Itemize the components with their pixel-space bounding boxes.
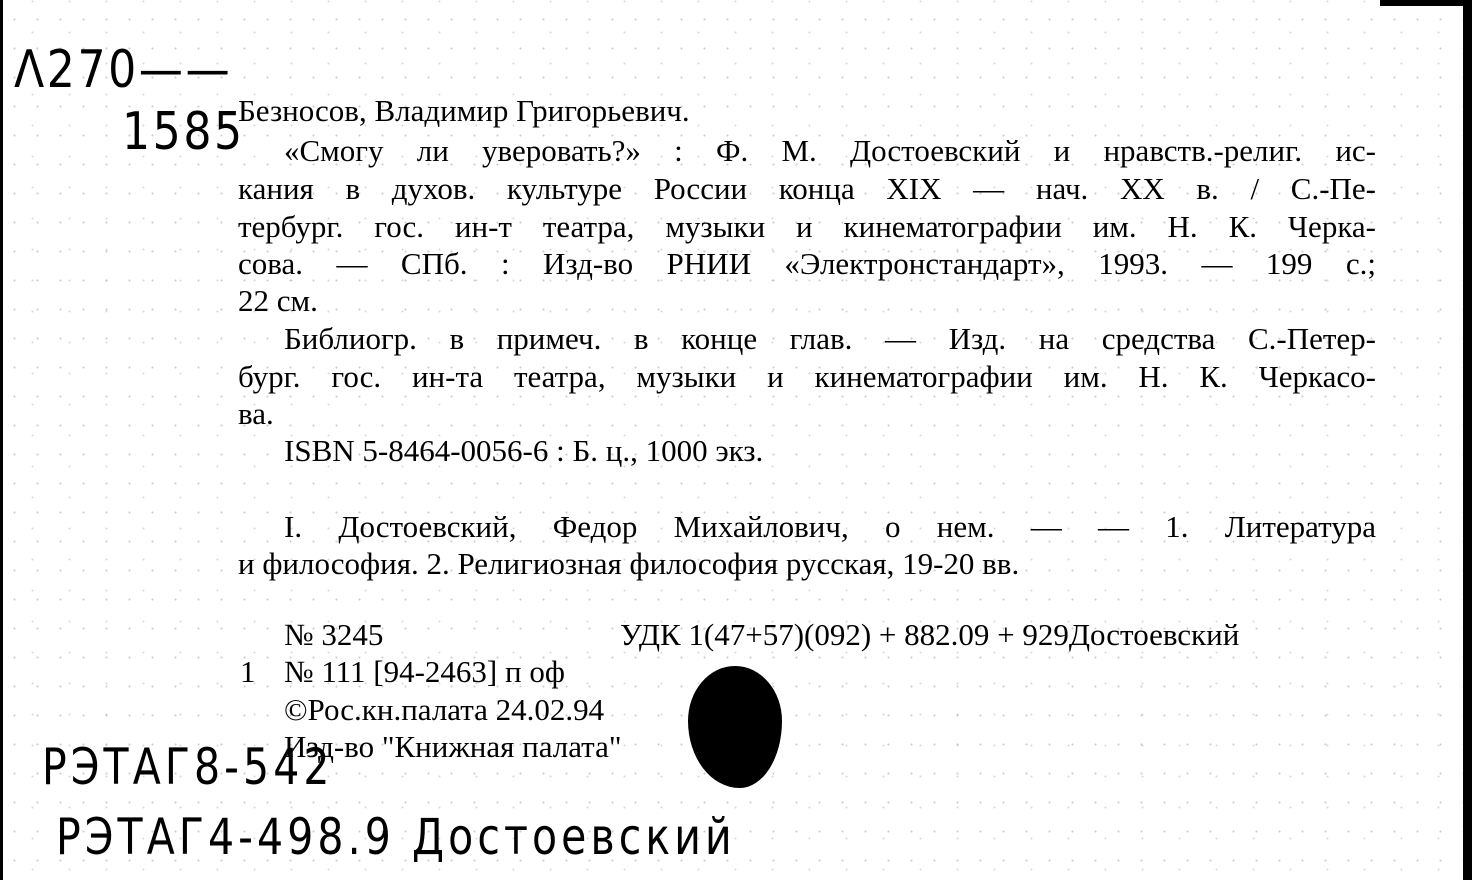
author-heading: Безносов, Владимир Григорьевич.: [238, 93, 690, 128]
isbn-line: ISBN 5-8464-0056-6 : Б. ц., 1000 экз.: [284, 433, 764, 468]
card-right-edge: [1463, 0, 1472, 880]
udc-classification: УДК 1(47+57)(092) + 882.09 + 929Достоевский: [620, 617, 1240, 652]
handwritten-call-number-top: Λ270——: [14, 40, 233, 100]
title-line-4: сова. — СПб. : Изд-во РНИИ «Электронстандарт», 1993. — 199 с.;: [238, 246, 1376, 281]
title-line-3: тербург. гос. ин-т театра, музыки и кинематографии им. Н. К. Черка-: [238, 209, 1376, 244]
card-top-edge: [1380, 0, 1472, 6]
title-line-5: 22 см.: [238, 283, 318, 318]
publisher-line: Изд-во "Книжная палата": [284, 729, 622, 764]
handwritten-shelf-mark-1: РЭТАГ8-542: [42, 738, 334, 796]
notes-line-3: ва.: [238, 396, 274, 431]
notes-line-1: Библиогр. в примеч. в конце глав. — Изд. на средства С.-Петер-: [284, 321, 1376, 356]
subjects-line-1: I. Достоевский, Федор Михайлович, о нем. — — 1. Литература: [284, 509, 1376, 544]
title-line-2: кания в духов. культуре России конца XIX — нач. XX в. / С.-Пе-: [238, 171, 1376, 206]
copyright-line: ©Рос.кн.палата 24.02.94: [284, 692, 605, 727]
handwritten-call-number-bottom: 1585: [122, 102, 245, 162]
record-number-1: № 3245: [284, 617, 384, 652]
ink-blot: [688, 666, 782, 788]
record-number-2: № 111 [94-2463] п оф: [284, 654, 565, 689]
notes-line-2: бург. гос. ин-та театра, музыки и кинематографии им. Н. К. Черкасо-: [238, 359, 1376, 394]
copies-marker: 1: [240, 654, 256, 689]
title-line-1: «Смогу ли уверовать?» : Ф. М. Достоевский и нравств.-религ. ис-: [284, 133, 1376, 168]
subjects-line-2: и философия. 2. Религиозная философия русская, 19-20 вв.: [238, 546, 1020, 581]
handwritten-shelf-mark-2: РЭТАГ4-498.9 Достоевский: [56, 808, 736, 866]
card-left-edge: [0, 0, 3, 880]
